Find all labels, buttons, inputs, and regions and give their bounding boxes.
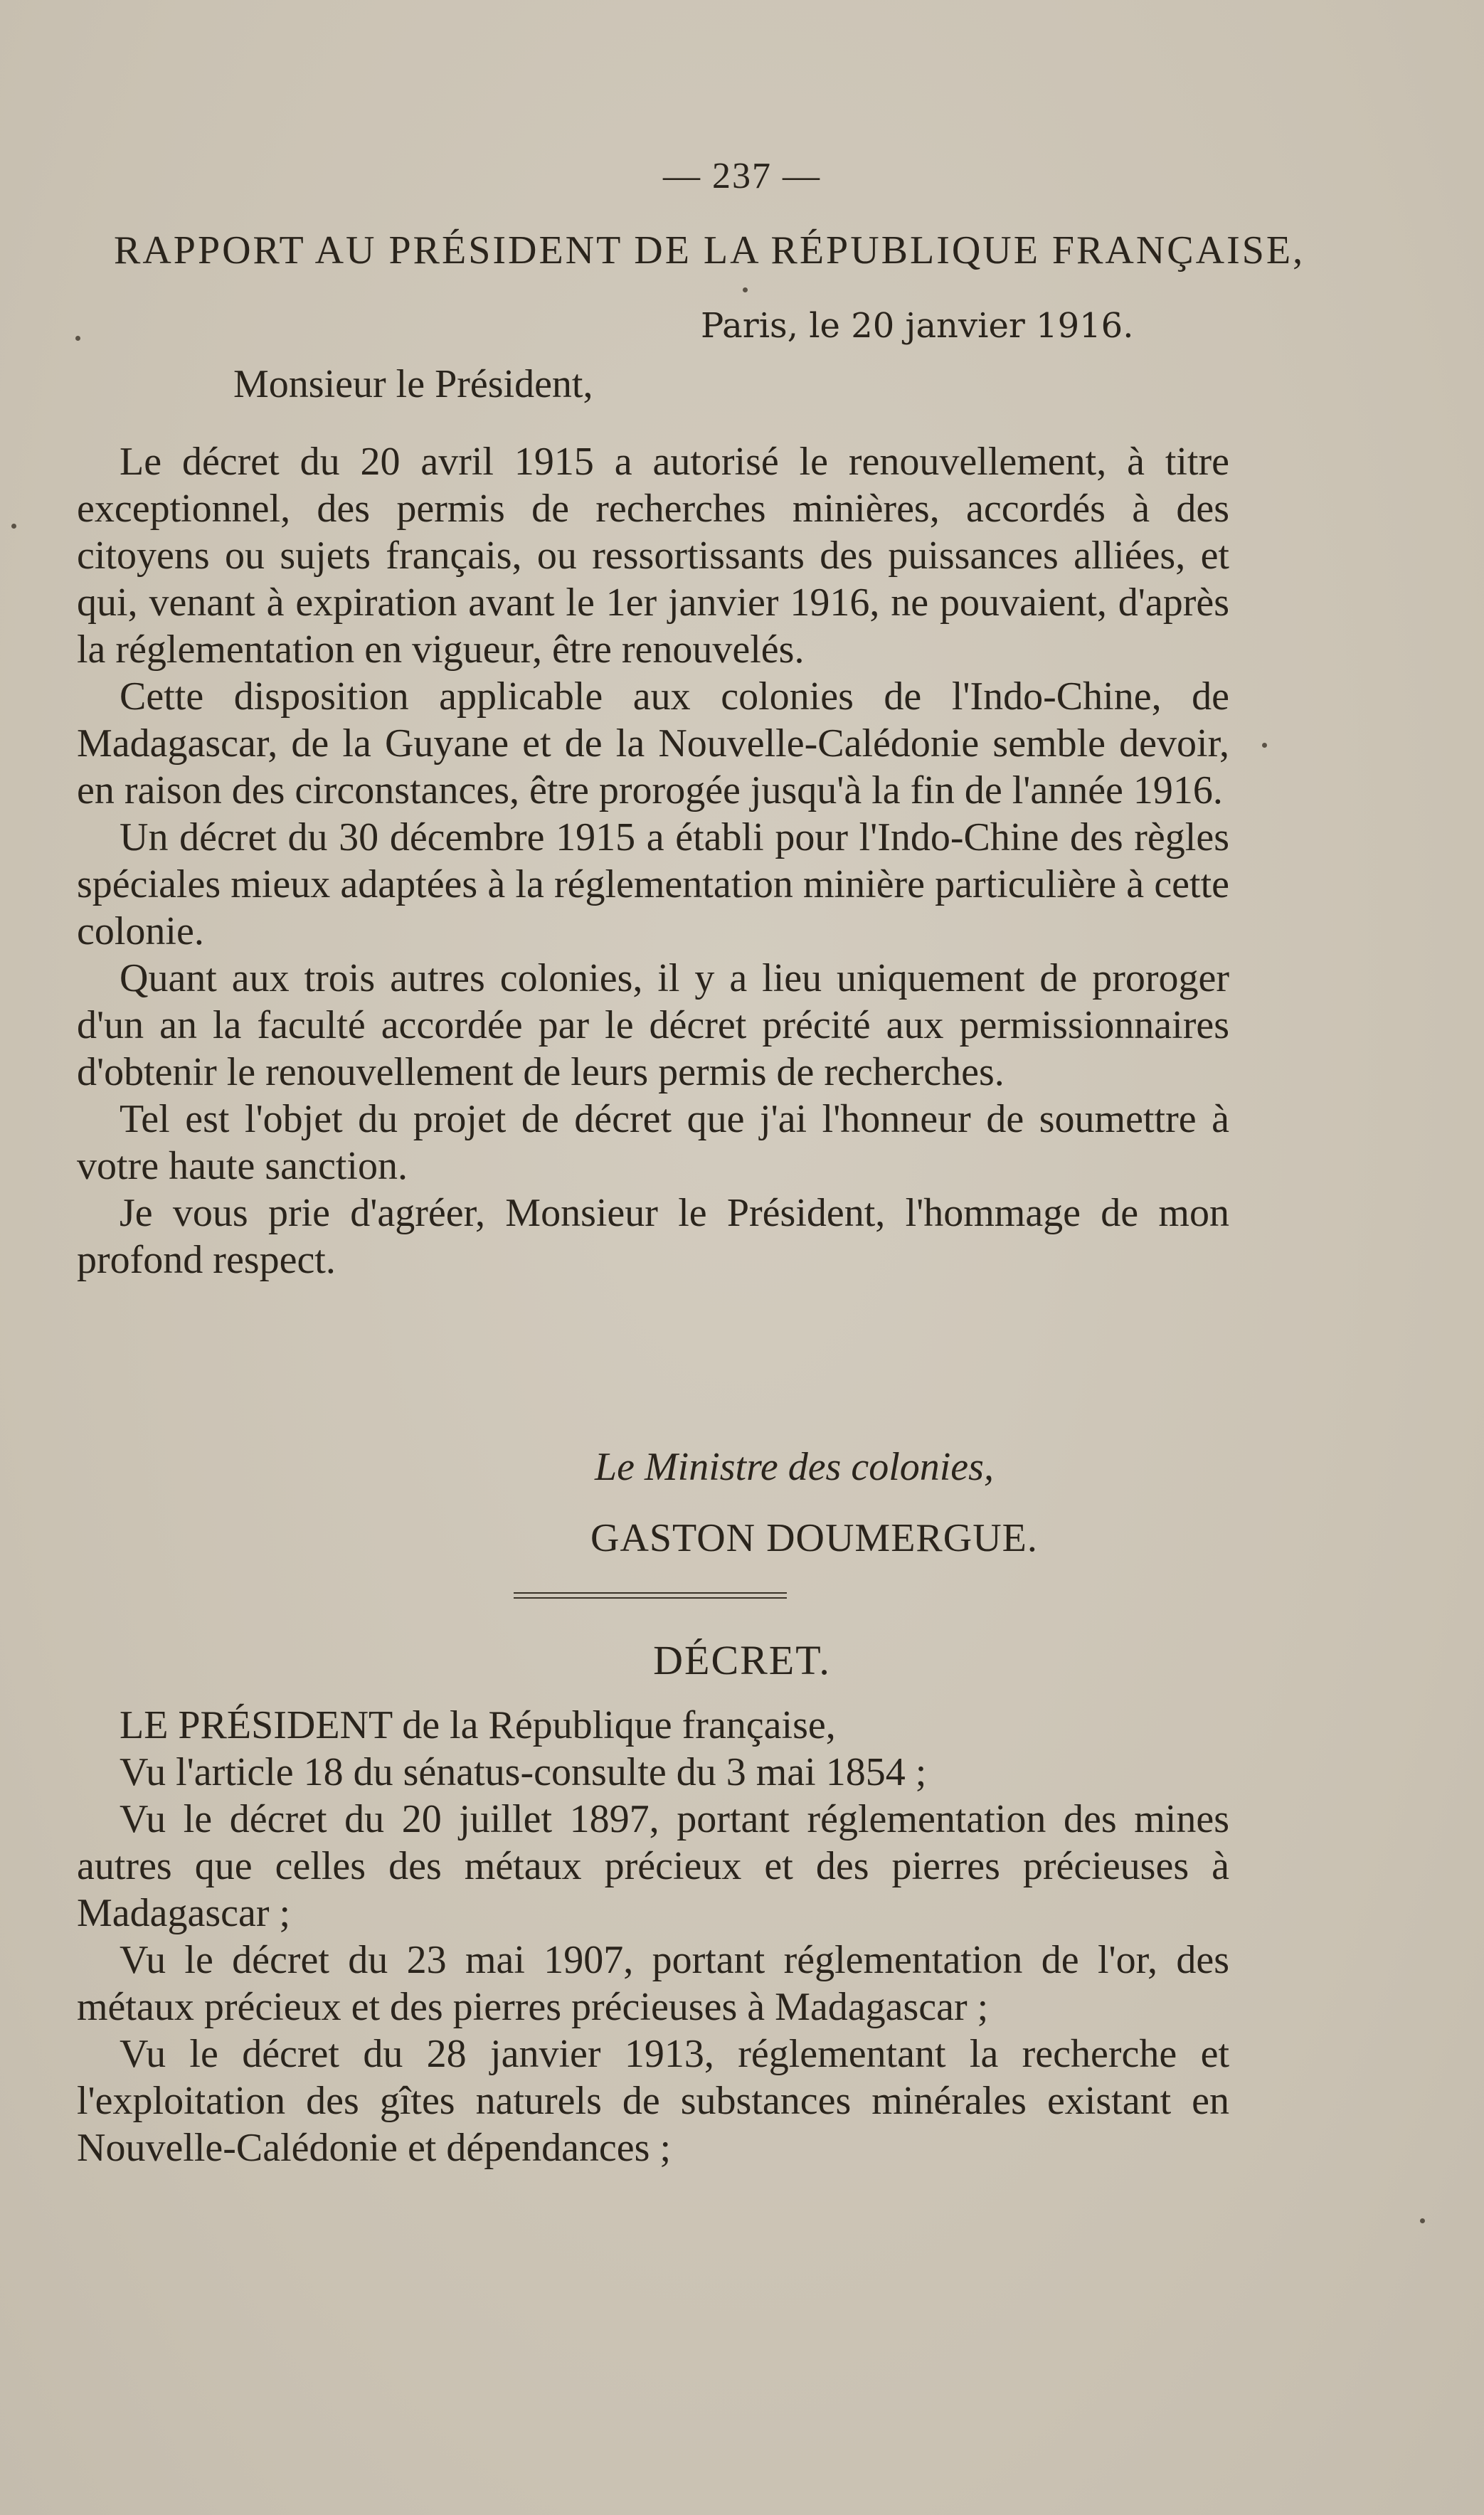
decree-paragraph: Vu le décret du 20 juillet 1897, portant réglementation des mines autres que celles des métaux précieux et des pierres précieuses à Madagascar ; bbox=[77, 1797, 1229, 1935]
speck-mark bbox=[1420, 2218, 1425, 2223]
decree-body bbox=[77, 1702, 1229, 2171]
signature-title: Le Ministre des colonies, bbox=[595, 1445, 994, 1489]
report-paragraph: Quant aux trois autres colonies, il y a lieu uniquement de proroger d'un an la faculté accordée par le décret précité aux permissionnaires d'obtenir le renouvellement de leurs permis de recherches. bbox=[77, 956, 1229, 1094]
section-divider bbox=[514, 1592, 787, 1599]
speck-mark bbox=[743, 287, 748, 292]
page-number: — 237 — bbox=[663, 156, 821, 196]
speck-mark bbox=[1262, 743, 1267, 748]
date-line: Paris, le 20 janvier 1916. bbox=[701, 306, 1134, 346]
decree-paragraph: Vu le décret du 23 mai 1907, portant réglementation de l'or, des métaux précieux et des pierres précieuses à Madagascar ; bbox=[77, 1938, 1229, 2029]
report-body bbox=[77, 438, 1229, 1283]
report-paragraph: Le décret du 20 avril 1915 a autorisé le renouvellement, à titre exceptionnel, des permis de recherches minières, accordés à des citoyens ou sujets français, ou ressortissants des puissances alliées, et qui, venant à expiration avant le 1er janvier 1916, ne pouvaient, d'après la réglementation en vigueur, être renouvelés. bbox=[77, 440, 1229, 672]
decree-title: DÉCRET. bbox=[653, 1637, 831, 1683]
report-paragraph: Un décret du 30 décembre 1915 a établi pour l'Indo-Chine des règles spéciales mieux adaptées à la réglementation minière particulière à cette colonie. bbox=[77, 815, 1229, 953]
report-paragraph: Cette disposition applicable aux colonies de l'Indo-Chine, de Madagascar, de la Guyane et de la Nouvelle-Calédonie semble devoir, en raison des circonstances, être prorogée jusqu'à la fin de l'année 1916. bbox=[77, 674, 1229, 812]
signature-name: GASTON DOUMERGUE. bbox=[590, 1516, 1038, 1560]
decree-paragraph: Vu l'article 18 du sénatus-consulte du 3 mai 1854 ; bbox=[120, 1750, 927, 1794]
decree-paragraph: Vu le décret du 28 janvier 1913, réglementant la recherche et l'exploitation des gîtes naturels de substances minérales existant en Nouvelle-Calédonie et dépendances ; bbox=[77, 2032, 1229, 2170]
report-paragraph: Je vous prie d'agréer, Monsieur le Président, l'hommage de mon profond respect. bbox=[77, 1191, 1229, 1282]
report-paragraph: Tel est l'objet du projet de décret que j'ai l'honneur de soumettre à votre haute sanction. bbox=[77, 1097, 1229, 1188]
salutation: Monsieur le Président, bbox=[233, 362, 593, 406]
report-heading: RAPPORT AU PRÉSIDENT DE LA RÉPUBLIQUE FRANÇAISE, bbox=[114, 228, 1305, 272]
speck-mark bbox=[11, 524, 16, 529]
speck-mark bbox=[75, 336, 80, 341]
decree-paragraph: LE PRÉSIDENT de la République française, bbox=[120, 1703, 836, 1747]
